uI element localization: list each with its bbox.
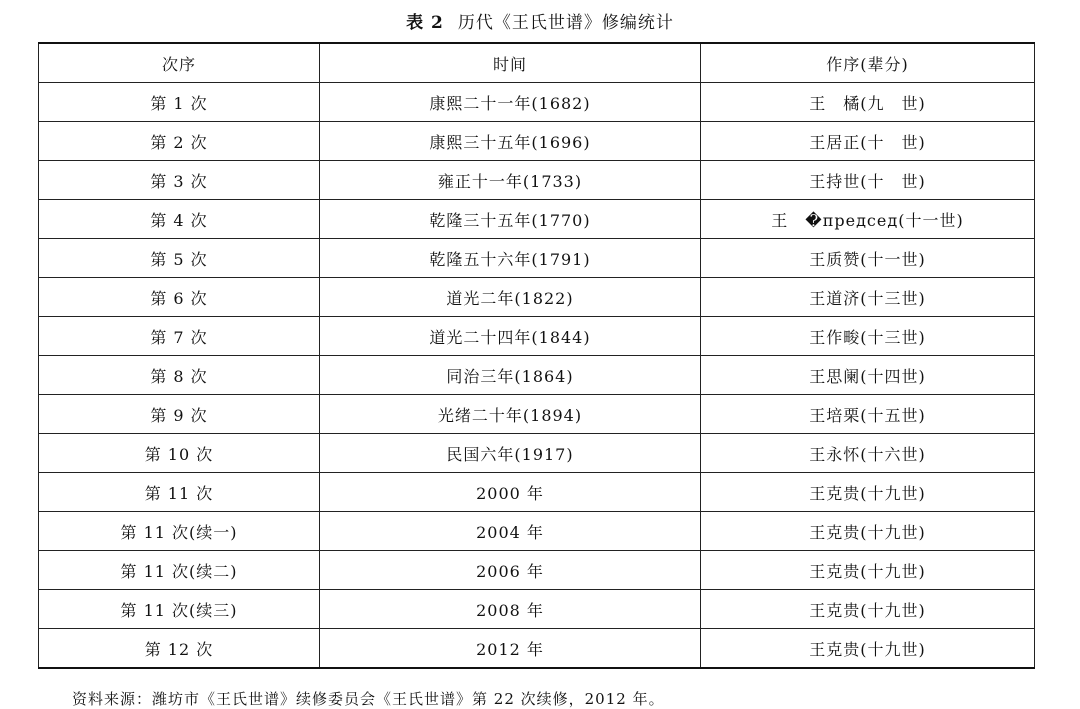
revision-table xyxy=(38,42,1035,669)
cell-order: 第 11 次(续三) xyxy=(39,590,320,629)
cell-order: 第 5 次 xyxy=(39,239,320,278)
cell-order: 第 2 次 xyxy=(39,122,320,161)
cell-time: 雍正十一年(1733) xyxy=(320,161,701,200)
cell-order: 第 11 次(续二) xyxy=(39,551,320,590)
cell-time: 乾隆五十六年(1791) xyxy=(320,239,701,278)
cell-author: 王培栗(十五世) xyxy=(701,395,1035,434)
cell-author: 王居正(十 世) xyxy=(701,122,1035,161)
cell-time: 民国六年(1917) xyxy=(320,434,701,473)
cell-author: 王作畯(十三世) xyxy=(701,317,1035,356)
cell-time: 2008 年 xyxy=(320,590,701,629)
table-row xyxy=(39,83,1035,122)
table-title: 历代《王氏世谱》修编统计 xyxy=(457,13,674,33)
cell-time: 2006 年 xyxy=(320,551,701,590)
cell-order: 第 9 次 xyxy=(39,395,320,434)
table-row xyxy=(39,473,1035,512)
table-row xyxy=(39,122,1035,161)
cell-order: 第 11 次(续一) xyxy=(39,512,320,551)
cell-author: 王质赞(十一世) xyxy=(701,239,1035,278)
table-row xyxy=(39,551,1035,590)
table-header-row xyxy=(39,43,1035,83)
cell-author: 王道济(十三世) xyxy=(701,278,1035,317)
table-row xyxy=(39,239,1035,278)
cell-time: 乾隆三十五年(1770) xyxy=(320,200,701,239)
header-time: 时间 xyxy=(320,43,701,83)
cell-order: 第 11 次 xyxy=(39,473,320,512)
cell-time: 康熙二十一年(1682) xyxy=(320,83,701,122)
cell-author: 王 �председ(十一世) xyxy=(701,200,1035,239)
table-row xyxy=(39,278,1035,317)
cell-author: 王克贵(十九世) xyxy=(701,473,1035,512)
table-caption xyxy=(0,8,1080,33)
cell-author: 王克贵(十九世) xyxy=(701,629,1035,669)
cell-time: 2000 年 xyxy=(320,473,701,512)
header-preface-author: 作序(辈分) xyxy=(701,43,1035,83)
table-row xyxy=(39,590,1035,629)
cell-order: 第 10 次 xyxy=(39,434,320,473)
cell-time: 光绪二十年(1894) xyxy=(320,395,701,434)
cell-time: 2004 年 xyxy=(320,512,701,551)
table-row xyxy=(39,161,1035,200)
cell-author: 王克贵(十九世) xyxy=(701,512,1035,551)
table-row xyxy=(39,317,1035,356)
table-row xyxy=(39,356,1035,395)
cell-author: 王克贵(十九世) xyxy=(701,590,1035,629)
cell-time: 康熙三十五年(1696) xyxy=(320,122,701,161)
table-row xyxy=(39,512,1035,551)
cell-time: 2012 年 xyxy=(320,629,701,669)
cell-order: 第 4 次 xyxy=(39,200,320,239)
cell-time: 同治三年(1864) xyxy=(320,356,701,395)
cell-order: 第 12 次 xyxy=(39,629,320,669)
cell-author: 王思阑(十四世) xyxy=(701,356,1035,395)
cell-order: 第 7 次 xyxy=(39,317,320,356)
cell-order: 第 6 次 xyxy=(39,278,320,317)
table-row xyxy=(39,629,1035,669)
cell-author: 王克贵(十九世) xyxy=(701,551,1035,590)
table-row xyxy=(39,395,1035,434)
table-footnote: 资料来源：潍坊市《王氏世谱》续修委员会《王氏世谱》第 22 次续修，2012 年。 xyxy=(72,690,665,708)
cell-order: 第 3 次 xyxy=(39,161,320,200)
cell-time: 道光二年(1822) xyxy=(320,278,701,317)
cell-author: 王 橘(九 世) xyxy=(701,83,1035,122)
table-row xyxy=(39,200,1035,239)
header-order: 次序 xyxy=(39,43,320,83)
cell-order: 第 8 次 xyxy=(39,356,320,395)
table-number: 表 2 xyxy=(406,13,444,33)
cell-author: 王持世(十 世) xyxy=(701,161,1035,200)
cell-time: 道光二十四年(1844) xyxy=(320,317,701,356)
cell-order: 第 1 次 xyxy=(39,83,320,122)
table-row xyxy=(39,434,1035,473)
cell-author: 王永怀(十六世) xyxy=(701,434,1035,473)
